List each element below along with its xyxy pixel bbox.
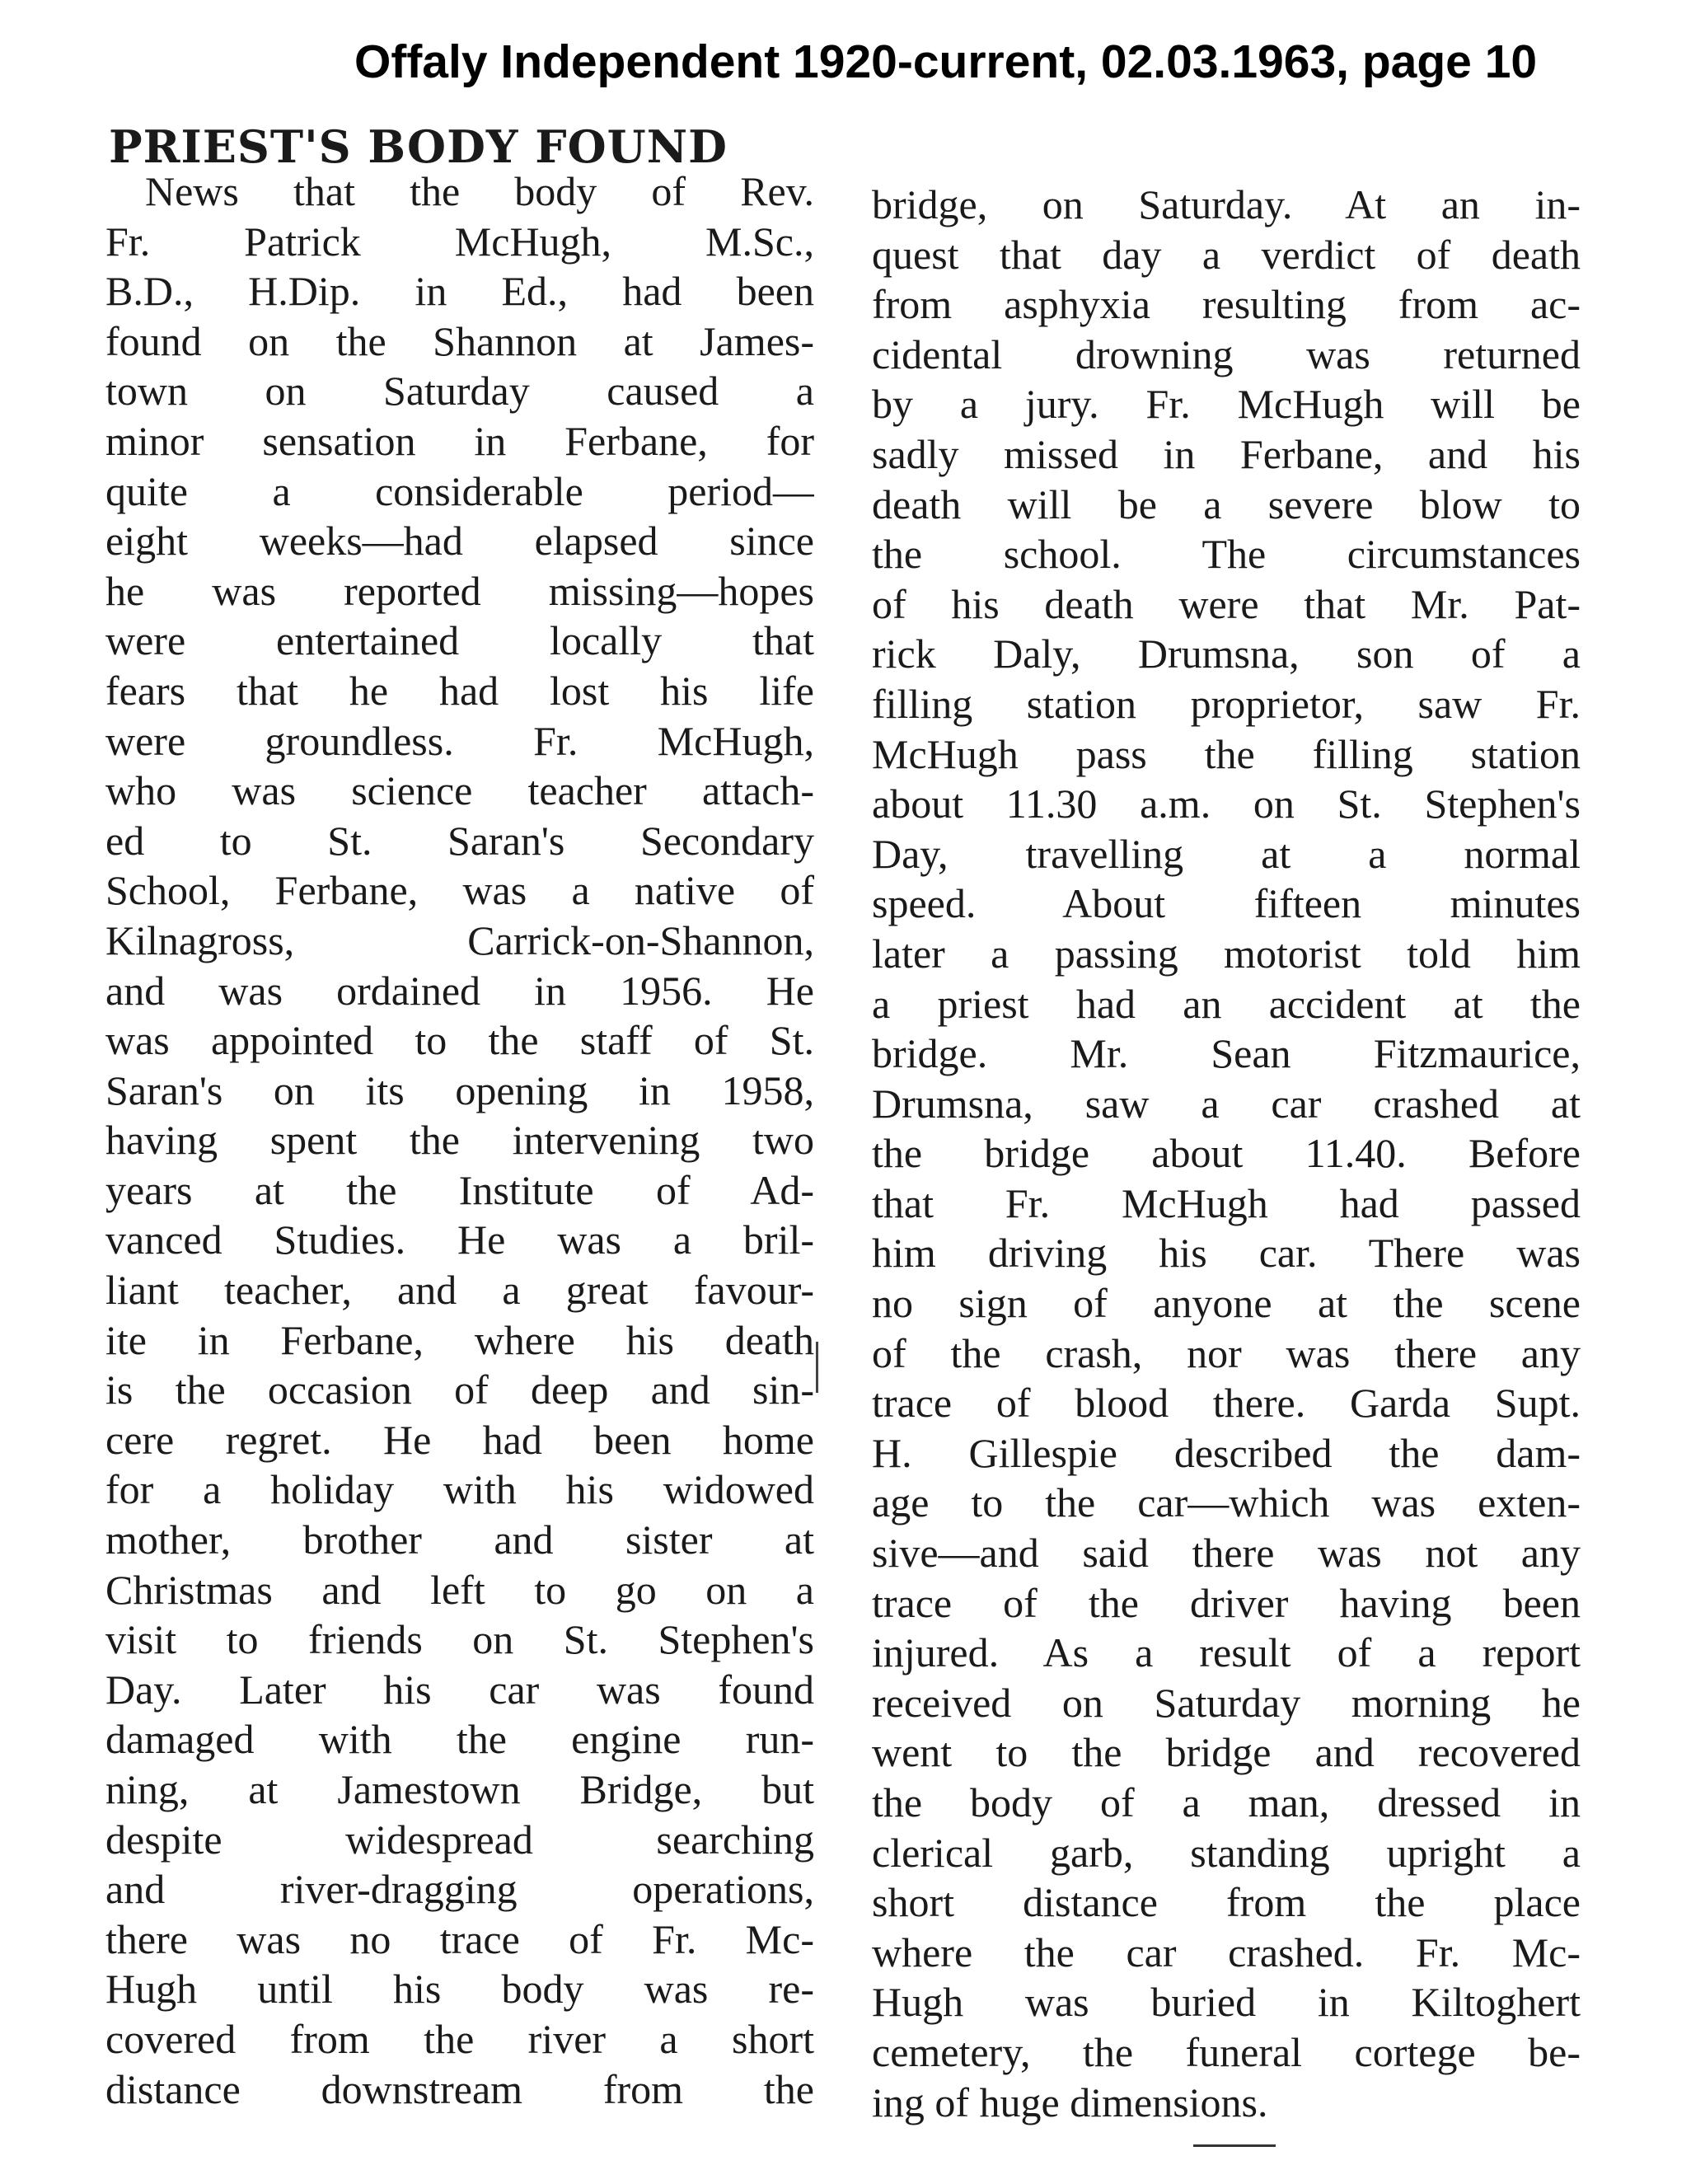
article-line: liant teacher, and a great favour- [105, 1267, 814, 1314]
article-line: who was science teacher attach- [105, 767, 814, 814]
article-line: B.D., H.Dip. in Ed., had been [105, 268, 814, 315]
column-edge-mark [816, 1342, 818, 1393]
article-line: the school. The circumstances [872, 531, 1581, 578]
article-line: no sign of anyone at the scene [872, 1280, 1581, 1327]
article-line: trace of the driver having been [872, 1579, 1581, 1626]
article-line: speed. About fifteen minutes [872, 880, 1581, 927]
article-line: town on Saturday caused a [105, 368, 814, 415]
article-line: later a passing motorist told him [872, 930, 1581, 977]
article-line: Fr. Patrick McHugh, M.Sc., [105, 218, 814, 265]
article-line: Hugh was buried in Kiltoghert [872, 1979, 1581, 2026]
article-line: injured. As a result of a report [872, 1629, 1581, 1676]
article-line: visit to friends on St. Stephen's [105, 1616, 814, 1663]
article-line: Saran's on its opening in 1958, [105, 1066, 814, 1113]
article-line: that Fr. McHugh had passed [872, 1179, 1581, 1226]
newspaper-clipping [105, 115, 1597, 2143]
article-line: by a jury. Fr. McHugh will be [872, 381, 1581, 428]
article-line: where the car crashed. Fr. Mc- [872, 1929, 1581, 1975]
article-line: ed to St. Saran's Secondary [105, 817, 814, 864]
article-line: fears that he had lost his life [105, 667, 814, 714]
article-line: received on Saturday morning he [872, 1679, 1581, 1726]
article-line: sadly missed in Ferbane, and his [872, 430, 1581, 477]
article-line: despite widespread searching [105, 1816, 814, 1863]
article-line: of the crash, nor was there any [872, 1329, 1581, 1376]
article-line: there was no trace of Fr. Mc- [105, 1915, 814, 1962]
article-line: age to the car—which was exten- [872, 1479, 1581, 1526]
article-line: quite a considerable period— [105, 467, 814, 514]
article-line: a priest had an accident at the [872, 980, 1581, 1027]
article-line: bridge, on Saturday. At an in- [872, 181, 1581, 227]
article-line: about 11.30 a.m. on St. Stephen's [872, 780, 1581, 827]
article-line: of his death were that Mr. Pat- [872, 580, 1581, 627]
article-column-left [105, 166, 814, 2114]
article-line: the body of a man, dressed in [872, 1779, 1581, 1825]
article-line: Day, travelling at a normal [872, 830, 1581, 877]
article-line: distance downstream from the [105, 2065, 814, 2112]
article-line: Hugh until his body was re- [105, 1966, 814, 2013]
article-line: went to the bridge and recovered [872, 1729, 1581, 1776]
article-line: him driving his car. There was [872, 1230, 1581, 1277]
article-line: and river-dragging operations, [105, 1866, 814, 1913]
article-line: cere regret. He had been home [105, 1416, 814, 1463]
article-line: covered from the river a short [105, 2015, 814, 2062]
article-line: mother, brother and sister at [105, 1516, 814, 1563]
article-line: Drumsna, saw a car crashed at [872, 1080, 1581, 1127]
article-line: ite in Ferbane, where his death [105, 1316, 814, 1363]
article-line: he was reported missing—hopes [105, 567, 814, 614]
article-line: from asphyxia resulting from ac- [872, 281, 1581, 328]
article-line: were groundless. Fr. McHugh, [105, 717, 814, 764]
article-line: were entertained locally that [105, 617, 814, 664]
article-line: having spent the intervening two [105, 1117, 814, 1164]
article-line: short distance from the place [872, 1879, 1581, 1926]
article-line: death will be a severe blow to [872, 480, 1581, 527]
article-line: filling station proprietor, saw Fr. [872, 680, 1581, 727]
article-line: School, Ferbane, was a native of [105, 867, 814, 914]
article-line: Kilnagross, Carrick-on-Shannon, [105, 916, 814, 963]
article-line: clerical garb, standing upright a [872, 1829, 1581, 1876]
article-line: cidental drowning was returned [872, 330, 1581, 377]
article-line: was appointed to the staff of St. [105, 1017, 814, 1064]
article-line: H. Gillespie described the dam- [872, 1429, 1581, 1476]
article-line: Day. Later his car was found [105, 1666, 814, 1713]
article-line: ning, at Jamestown Bridge, but [105, 1766, 814, 1812]
article-line: and was ordained in 1956. He [105, 967, 814, 1014]
article-line: quest that day a verdict of death [872, 231, 1581, 278]
article-line: for a holiday with his widowed [105, 1466, 814, 1513]
article-line: damaged with the engine run- [105, 1716, 814, 1763]
article-line: eight weeks—had elapsed since [105, 518, 814, 565]
article-line: McHugh pass the filling station [872, 730, 1581, 777]
article-column-right [872, 180, 1581, 2127]
article-line: bridge. Mr. Sean Fitzmaurice, [872, 1030, 1581, 1077]
article-line: rick Daly, Drumsna, son of a [872, 630, 1581, 677]
article-line: is the occasion of deep and sin- [105, 1366, 814, 1413]
article-line: ing of huge dimensions. [872, 2079, 1268, 2125]
article-line: News that the body of Rev. [145, 168, 814, 214]
article-line: years at the Institute of Ad- [105, 1166, 814, 1213]
source-citation: Offaly Independent 1920-current, 02.03.1963, page 10 [354, 35, 1538, 88]
article-line: vanced Studies. He was a bril- [105, 1216, 814, 1263]
article-line: sive—and said there was not any [872, 1530, 1581, 1577]
article-line: found on the Shannon at James- [105, 317, 814, 364]
article-line: Christmas and left to go on a [105, 1566, 814, 1613]
article-line: minor sensation in Ferbane, for [105, 417, 814, 464]
article-headline: PRIEST'S BODY FOUND [109, 120, 728, 173]
article-line: trace of blood there. Garda Supt. [872, 1380, 1581, 1427]
article-line: the bridge about 11.40. Before [872, 1130, 1581, 1177]
article-line: cemetery, the funeral cortege be- [872, 2028, 1581, 2075]
end-rule [1193, 2144, 1276, 2147]
